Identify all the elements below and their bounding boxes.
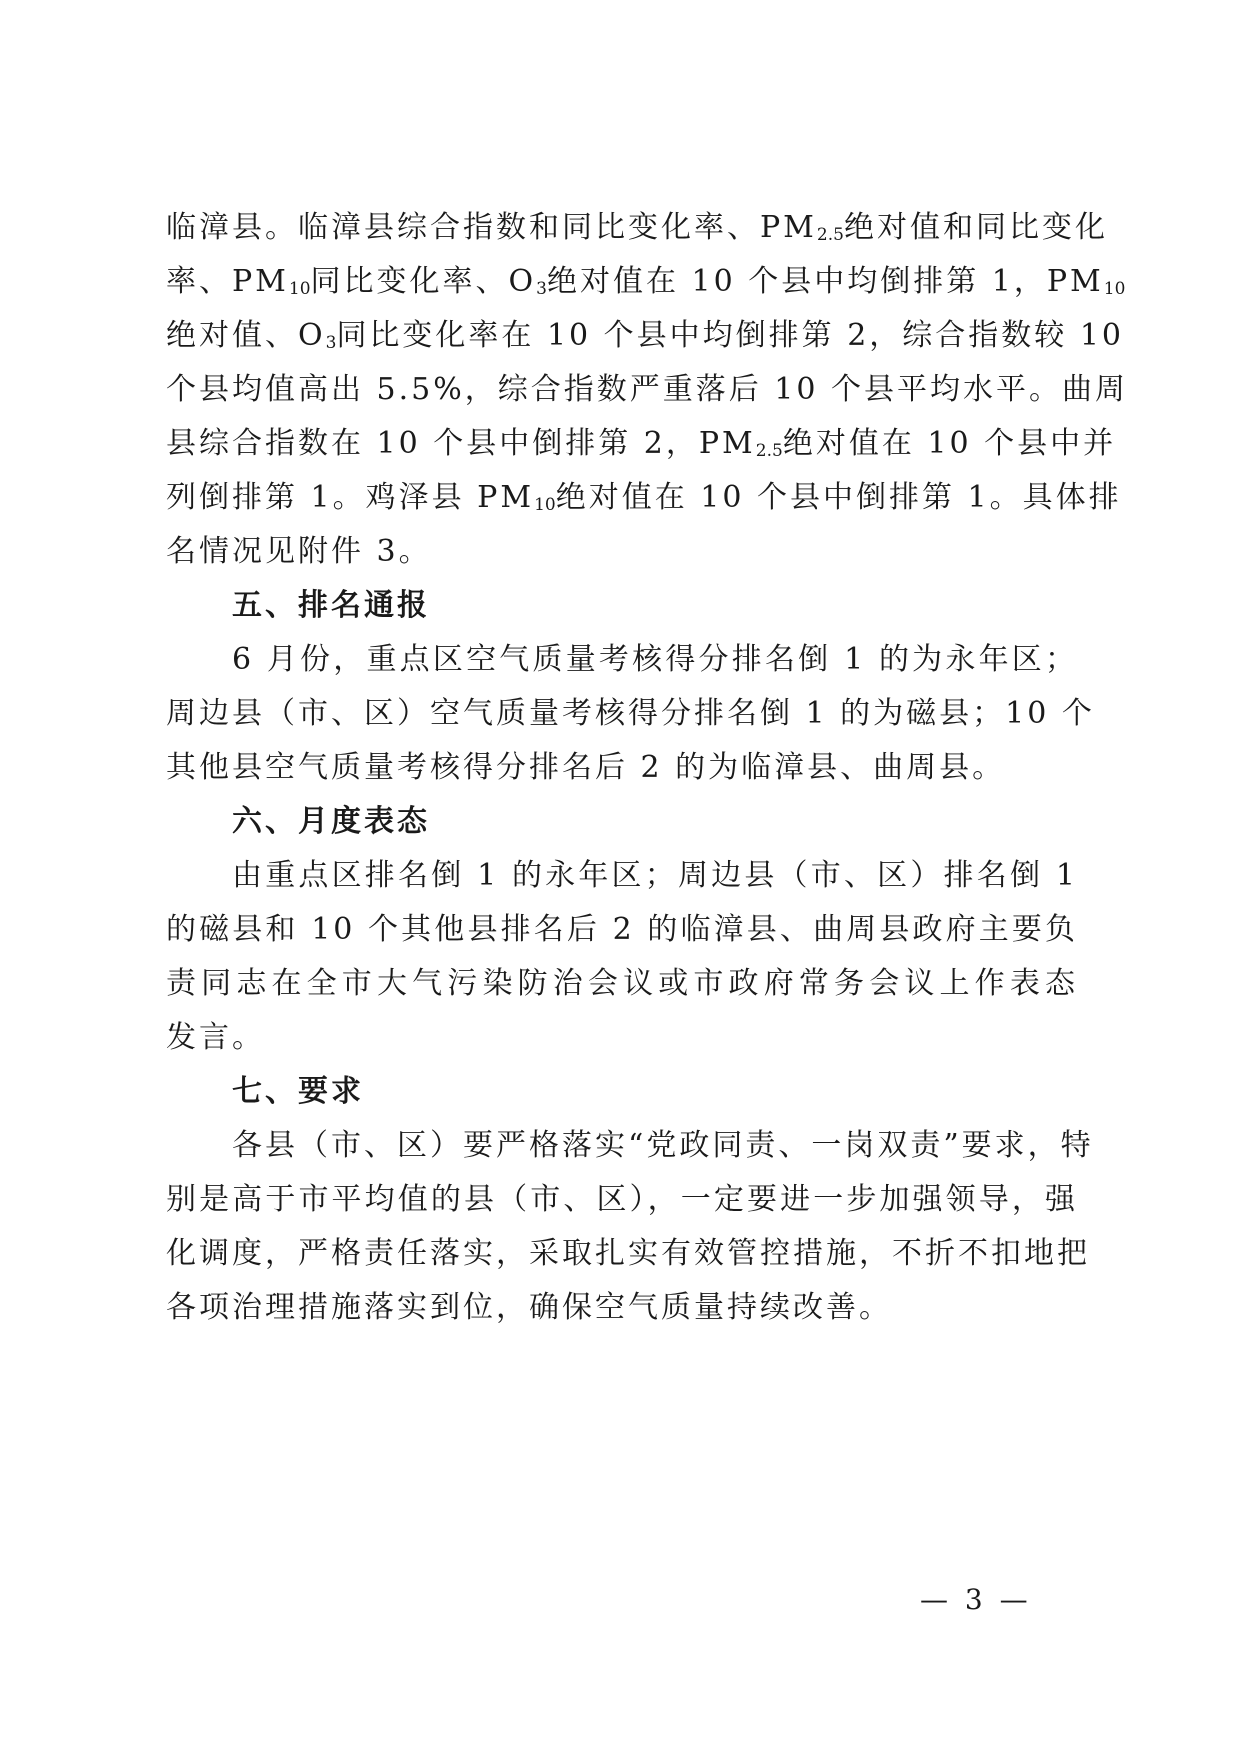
- section-heading: 六、月度表态: [232, 804, 430, 839]
- body-line: 各县（市、区）要严格落实“党政同责、一岗双责”要求，特: [232, 1128, 1094, 1163]
- body-line: 发言。: [166, 1020, 265, 1055]
- section-heading: 七、要求: [232, 1074, 364, 1109]
- body-line: 化调度，严格责任落实，采取扎实有效管控措施，不折不扣地把: [166, 1236, 1090, 1271]
- body-line: 的磁县和 10 个其他县排名后 2 的临漳县、曲周县政府主要负: [166, 912, 1078, 947]
- body-line: 6 月份，重点区空气质量考核得分排名倒 1 的为永年区；: [232, 642, 1078, 677]
- body-line: 名情况见附件 3。: [166, 534, 432, 569]
- body-line: 别是高于市平均值的县（市、区），一定要进一步加强领导，强: [166, 1182, 1078, 1217]
- body-line: 其他县空气质量考核得分排名后 2 的为临漳县、曲周县。: [166, 750, 1006, 785]
- body-line: 由重点区排名倒 1 的永年区；周边县（市、区）排名倒 1: [232, 858, 1078, 893]
- body-line: 周边县（市、区）空气质量考核得分排名倒 1 的为磁县；10 个: [166, 696, 1095, 731]
- body-line: 临漳县。临漳县综合指数和同比变化率、$PM_{2.5}$绝对值和同比变化: [166, 210, 1108, 245]
- body-line: 绝对值、$O_3$同比变化率在 10 个县中均倒排第 2，综合指数较 10: [166, 318, 1125, 353]
- body-line: 列倒排第 1。鸡泽县 $PM_{10}$绝对值在 10 个县中倒排第 1。具体排: [166, 480, 1122, 515]
- body-line: 率、$PM_{10}$同比变化率、$O_3$绝对值在 10 个县中均倒排第 1，$PM_{10}$: [166, 264, 1126, 299]
- section-heading: 五、排名通报: [232, 588, 430, 623]
- body-line: 各项治理措施落实到位，确保空气质量持续改善。: [166, 1290, 892, 1325]
- body-line: 个县均值高出 5.5%，综合指数严重落后 10 个县平均水平。曲周: [166, 372, 1128, 407]
- page-number: — 3 —: [920, 1583, 1032, 1616]
- body-line: 县综合指数在 10 个县中倒排第 2，$PM_{2.5}$绝对值在 10 个县中并: [166, 426, 1117, 461]
- body-line: 责同志在全市大气污染防治会议或市政府常务会议上作表态: [166, 966, 1078, 1001]
